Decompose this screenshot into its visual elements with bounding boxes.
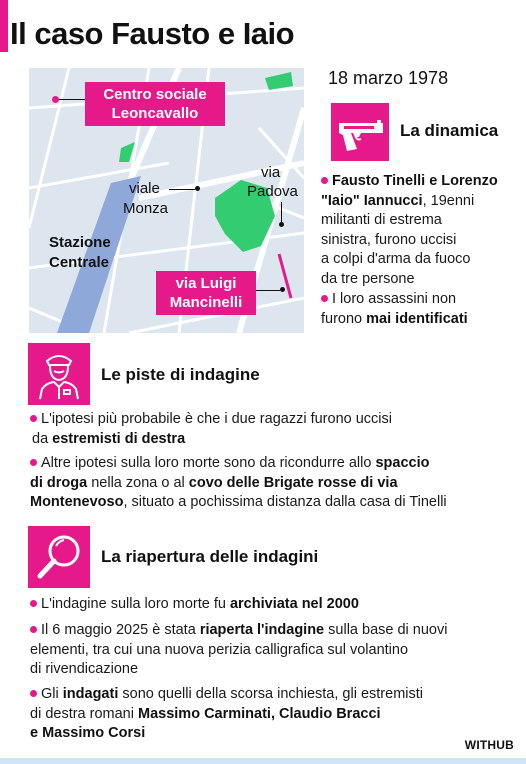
section-heading-dinamica: La dinamica xyxy=(400,121,499,140)
bullet-icon xyxy=(30,415,37,422)
map-label-stazione: Stazione xyxy=(49,234,111,251)
bullet-icon xyxy=(321,177,328,184)
map-tag-mancinelli: via Luigi Mancinelli xyxy=(156,271,256,315)
map-label-padova: Padova xyxy=(247,183,298,200)
section-heading-piste: Le piste di indagine xyxy=(101,365,260,384)
bullet-icon xyxy=(30,459,37,466)
location-pin-leoncavallo xyxy=(52,96,59,103)
bullet-icon xyxy=(321,295,328,302)
magnifying-glass-icon xyxy=(28,526,90,588)
list-item: I loro assassini non furono mai identificati xyxy=(321,291,468,327)
gun-icon xyxy=(331,103,389,161)
map-tag-leoncavallo: Centro sociale Leoncavallo xyxy=(85,82,225,126)
map-label-viale: viale xyxy=(129,180,160,197)
accent-bar xyxy=(0,0,8,52)
map-label-via: via xyxy=(261,164,281,181)
event-date: 18 marzo 1978 xyxy=(328,68,449,88)
map-label-monza: Monza xyxy=(123,200,169,217)
bullet-icon xyxy=(30,600,37,607)
bullet-icon xyxy=(30,626,37,633)
list-item: L'indagine sulla loro morte fu archiviata nel 2000 xyxy=(30,595,520,615)
section-heading-riapertura: La riapertura delle indagini xyxy=(101,547,319,566)
street-marker-mancinelli xyxy=(280,287,285,292)
page-title: Il caso Fausto e Iaio xyxy=(10,16,295,51)
source-credit: WITHUB xyxy=(464,738,514,752)
street-marker-padova xyxy=(279,222,284,227)
footer-bar xyxy=(0,758,526,764)
street-marker-monza xyxy=(195,186,200,191)
bullet-icon xyxy=(30,690,37,697)
list-item: L'ipotesi più probabile è che i due ragazzi furono uccisi da estremisti di destra xyxy=(32,411,392,447)
police-officer-icon xyxy=(28,343,90,405)
map xyxy=(29,68,304,333)
map-label-centrale: Centrale xyxy=(49,254,110,271)
list-item: Il 6 maggio 2025 è stata riaperta l'indagine sulla base di nuovi elementi, tra cui una nuova perizia calligrafica sul volantino di rivendicazione xyxy=(30,622,448,677)
list-item: Fausto Tinelli e Lorenzo "Iaio" Iannucci, 19enni militanti di estrema sinistra, furono uccisi a colpi d'arma da fuoco da tre persone xyxy=(321,173,498,287)
list-item: Gli indagati sono quelli della scorsa inchiesta, gli estremisti di destra romani Massimo Carminati, Claudio Bracci e Massimo Corsi xyxy=(30,686,424,741)
list-item: Altre ipotesi sulla loro morte sono da ricondurre allo spaccio di droga nella zona o al covo delle Brigate rosse di via Montenevoso, situato a pochissima distanza dalla casa di Tinelli xyxy=(30,455,447,510)
